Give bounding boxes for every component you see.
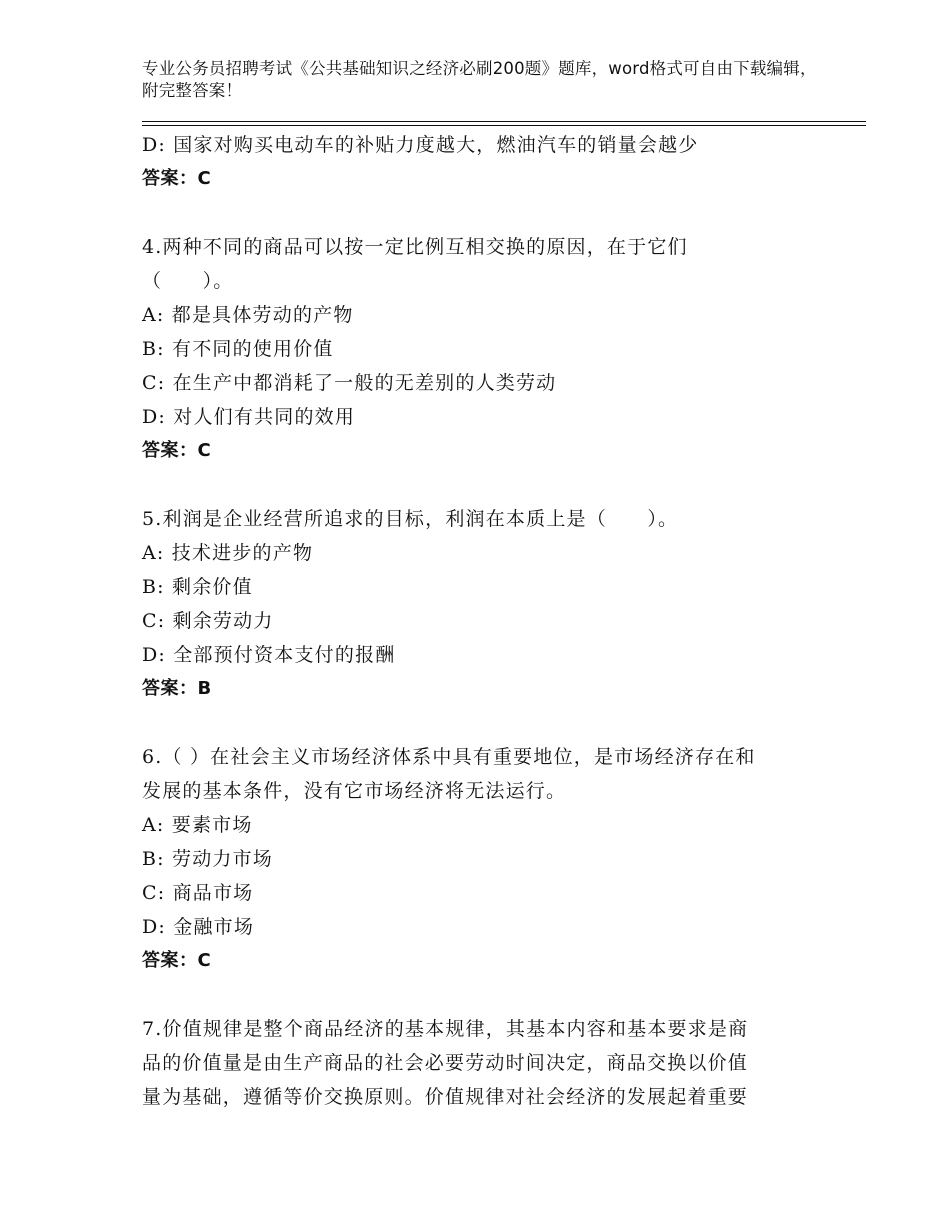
option-a: A: 都是具体劳动的产物: [142, 304, 354, 326]
question-5: [142, 502, 812, 706]
question-text-continued: 量为基础，遵循等价交换原则。价值规律对社会经济的发展起着重要: [142, 1086, 749, 1108]
question-text-continued: 发展的基本条件，没有它市场经济将无法运行。: [142, 780, 567, 802]
option-a: A: 技术进步的产物: [142, 542, 314, 564]
option-c: C: 商品市场: [142, 882, 254, 904]
answer: 答案：C: [142, 440, 212, 461]
option-b: B: 劳动力市场: [142, 848, 274, 870]
page-header: 专业公务员招聘考试《公共基础知识之经济必刷200题》题库，word格式可自由下载编辑，附完整答案！: [142, 59, 817, 100]
question-text: 5.利润是企业经营所追求的目标，利润在本质上是（ ）。: [142, 508, 679, 530]
spacer: [142, 978, 812, 1012]
question-text-continued: （ ）。: [142, 270, 234, 292]
question-3-option-d: D: 国家对购买电动车的补贴力度越大，燃油汽车的销量会越少: [142, 134, 699, 156]
header-divider: [142, 121, 866, 126]
option-d: D: 对人们有共同的效用: [142, 406, 356, 428]
option-c: C: 剩余劳动力: [142, 610, 274, 632]
option-a: A: 要素市场: [142, 814, 253, 836]
option-d: D: 全部预付资本支付的报酬: [142, 644, 396, 666]
option-c: C: 在生产中都消耗了一般的无差别的人类劳动: [142, 372, 557, 394]
question-text: 6.（ ）在社会主义市场经济体系中具有重要地位，是市场经济存在和: [142, 746, 756, 768]
question-7: [142, 1012, 812, 1114]
question-text: 7.价值规律是整个商品经济的基本规律，其基本内容和基本要求是商: [142, 1018, 749, 1040]
question-3-answer: 答案：C: [142, 168, 212, 189]
question-6: [142, 740, 812, 978]
spacer: [142, 468, 812, 502]
answer: 答案：C: [142, 950, 212, 971]
spacer: [142, 196, 812, 230]
answer: 答案：B: [142, 678, 212, 699]
option-b: B: 有不同的使用价值: [142, 338, 334, 360]
document-body: [142, 128, 812, 1114]
option-b: B: 剩余价值: [142, 576, 253, 598]
option-d: D: 金融市场: [142, 916, 255, 938]
question-text-continued: 品的价值量是由生产商品的社会必要劳动时间决定，商品交换以价值: [142, 1052, 749, 1074]
question-4: [142, 230, 812, 468]
question-text: 4.两种不同的商品可以按一定比例互相交换的原因，在于它们: [142, 236, 688, 258]
spacer: [142, 706, 812, 740]
